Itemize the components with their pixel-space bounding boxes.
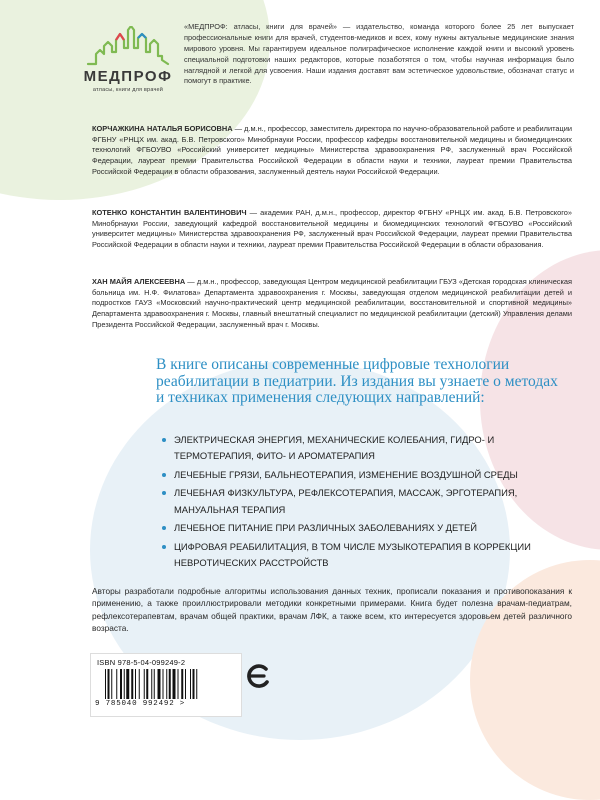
barcode-bar [105, 669, 106, 699]
eksmo-logo-icon [244, 662, 272, 690]
barcode-bar [158, 669, 161, 699]
barcode-icon [105, 669, 227, 699]
logo-title: МЕДПРОФ [83, 68, 173, 85]
logo-subtitle: атласы, книги для врачей [92, 87, 164, 93]
barcode-bar [146, 669, 148, 699]
topic-item: ЛЕЧЕБНОЕ ПИТАНИЕ ПРИ РАЗЛИЧНЫХ ЗАБОЛЕВАНИЯХ У ДЕТЕЙ [162, 520, 562, 536]
barcode-bar [173, 669, 176, 699]
author-bio-2 [92, 208, 572, 251]
author-name: КОРЧАЖКИНА НАТАЛЬЯ БОРИСОВНА [92, 124, 233, 133]
barcode-bar [131, 669, 133, 699]
publisher-intro: «МЕДПРОФ: атласы, книги для врачей» — издательство, команда которого более 25 лет выпускает профессиональные книги для врачей, студентов-медиков и всех, кому нужны актуальные медицинские знания мирового уровня. Мы гарантируем идеальное полиграфическое исполнение каждой книги и высокий уровень специальной подготовки наших редакторов, которые позаботятся о том, чтобы научная информация было наглядной и легкой для усвоения. Наши издания доставят вам эстетическое удовольствие, обозначат статус и помогут в практике. [184, 22, 574, 86]
topic-item: ЭЛЕКТРИЧЕСКАЯ ЭНЕРГИЯ, МЕХАНИЧЕСКИЕ КОЛЕБАНИЯ, ГИДРО- И ТЕРМОТЕРАПИЯ, ФИТО- И АРОМАТЕРАПИЯ [162, 432, 562, 465]
book-lead-text: В книге описаны современные цифровые технологии реабилитации в педиатрии. Из издания вы узнаете о методах и техниках применения следующих направлений: [156, 356, 558, 407]
author-bio-3 [92, 277, 572, 331]
topics-list [162, 432, 562, 574]
barcode-bar [120, 669, 122, 699]
author-bio-1 [92, 124, 572, 178]
isbn-barcode-block [90, 653, 242, 717]
barcode-bar [135, 669, 136, 699]
topic-item: ЛЕЧЕБНАЯ ФИЗКУЛЬТУРА, РЕФЛЕКСОТЕРАПИЯ, МАССАЖ, ЭРГОТЕРАПИЯ, МАНУАЛЬНАЯ ТЕРАПИЯ [162, 485, 562, 518]
author-name: КОТЕНКО КОНСТАНТИН ВАЛЕНТИНОВИЧ [92, 208, 247, 217]
barcode-bar [108, 669, 110, 699]
author-name: ХАН МАЙЯ АЛЕКСЕЕВНА [92, 277, 186, 286]
barcode-bar [144, 669, 145, 699]
barcode-bar [124, 669, 125, 699]
author-description: — д.м.н., профессор, заведующая Центром медицинской реабилитации ГБУЗ «Детская городская клиническая больница им. Н.Ф. Филатова» Департамента здравоохранения г. Москвы, заведующая отделом медицинской реабилитации детей и подростков ГАУЗ «Московский научно-практический центр медицинской реабилитации, восстановительной и спортивной медицины» Департамента здравоохранения г. Москвы, главный внештатный специалист по медицинской реабилитации (детский) Управления делами Президента Российской Федерации, заслуженный врач г. Москвы. [92, 277, 573, 329]
barcode-bar [111, 669, 112, 699]
barcode-bar [151, 669, 152, 699]
topic-item: ЛЕЧЕБНЫЕ ГРЯЗИ, БАЛЬНЕОТЕРАПИЯ, ИЗМЕНЕНИЕ ВОЗДУШНОЙ СРЕДЫ [162, 467, 562, 483]
city-skyline-icon [86, 26, 170, 66]
barcode-bar [190, 669, 191, 699]
barcode-bar [166, 669, 167, 699]
barcode-bar [181, 669, 183, 699]
barcode-bar [193, 669, 195, 699]
book-summary: Авторы разработали подробные алгоритмы использования данных техник, прописали показания и противопоказания к применению, а также проиллюстрировали методики конкретными примерами. Книга будет полезна врачам-педиатрам, рефлексотерапевтам, врачам общей практики, врачам ЛФК, а также всем, кто интересуется здоровьем детей различного возраста. [92, 586, 572, 634]
topic-item: ЦИФРОВАЯ РЕАБИЛИТАЦИЯ, В ТОМ ЧИСЛЕ МУЗЫКОТЕРАПИЯ В КОРРЕКЦИИ НЕВРОТИЧЕСКИХ РАССТРОЙСТВ [162, 539, 562, 572]
barcode-bar [126, 669, 129, 699]
barcode-bar [169, 669, 171, 699]
barcode-bar [185, 669, 186, 699]
barcode-bar [154, 669, 155, 699]
barcode-bar [116, 669, 117, 699]
barcode-bar [139, 669, 140, 699]
author-description: — д.м.н., профессор, заместитель директора по научно-образовательной работе и реабилитации ФГБНУ «РНЦХ им. акад. Б.В. Петровского» Минобрнауки России, профессор кафедры восстановительной медицины и биомедицинских технологий ФГБОУВО «Российский университет медицины» Министерства здравоохранения РФ, заслуженный врач Российской Федерации, лауреат премии Правительства Российской Федерации в области науки и техники, лауреат премии Правительства Российской Федерации в области образования, заслуженный деятель науки Российской Федерации. [92, 124, 573, 176]
isbn-label: ISBN 978-5-04-099249-2 [97, 658, 186, 667]
barcode-bar [196, 669, 197, 699]
barcode-digits: 9 785040 992492 > [95, 700, 186, 708]
publisher-logo [78, 26, 178, 93]
author-description: — академик РАН, д.м.н., профессор, директор ФГБНУ «РНЦХ им. акад. Б.В. Петровского» Минобрнауки России, заведующий кафедрой восстановительной медицины и биомедицинских технологий ФГБОУВО «Российский университет медицины» Министерства здравоохранения РФ, заслуженный врач Российской Федерации, лауреат премии Правительства Российской Федерации в области науки и техники, лауреат премии Правительства Российской Федерации в области образования. [92, 208, 572, 250]
barcode-bar [163, 669, 164, 699]
barcode-bar [178, 669, 179, 699]
